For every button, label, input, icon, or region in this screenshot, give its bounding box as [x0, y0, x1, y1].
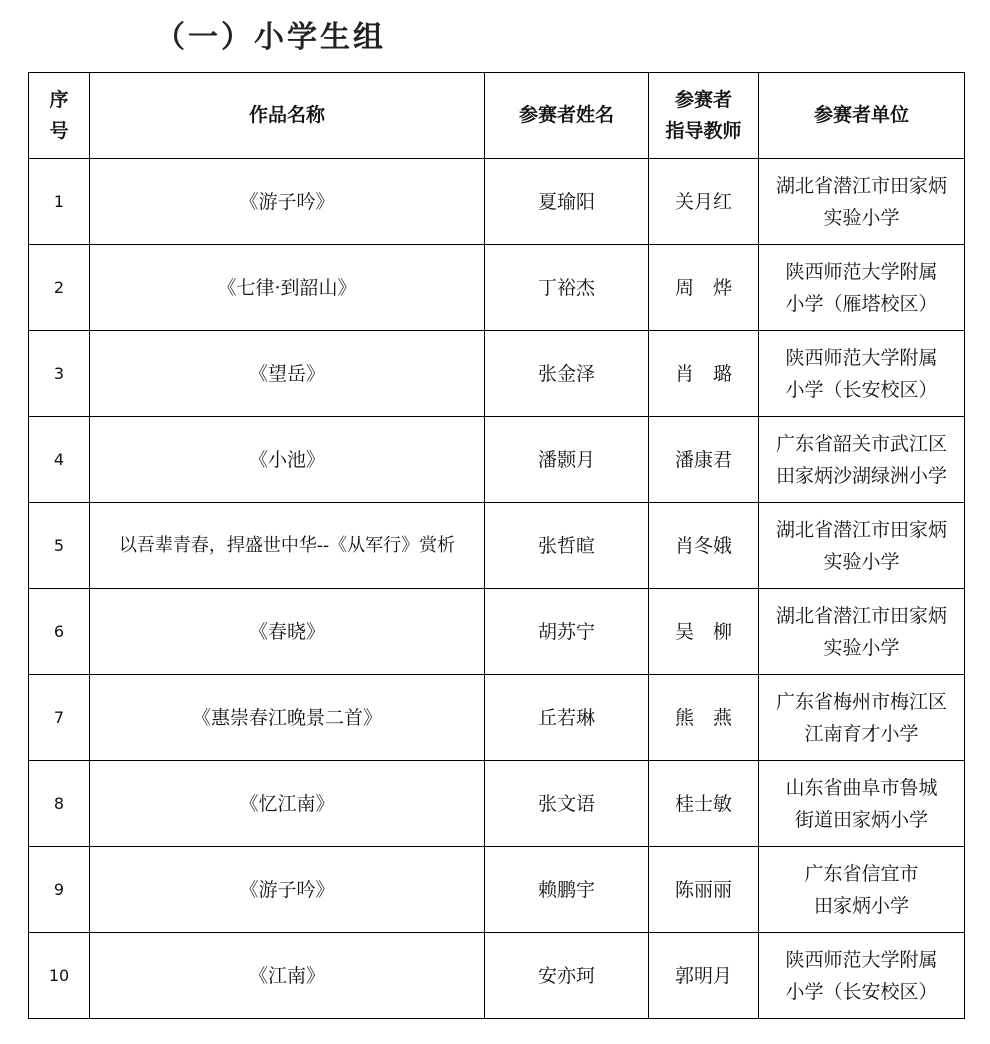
- cell-teacher: 吴 柳: [649, 589, 759, 675]
- work-title-text: 《江南》: [248, 964, 325, 987]
- cell-number: 1: [29, 159, 90, 245]
- unit-line: 陕西师范大学附属: [785, 346, 938, 369]
- cell-number: 6: [29, 589, 90, 675]
- unit-line: 山东省曲阜市鲁城: [785, 776, 938, 799]
- work-title-text: 《小池》: [248, 448, 325, 471]
- unit-line: 实验小学: [823, 206, 900, 229]
- cell-participant-name: 丘若琳: [485, 675, 649, 761]
- table-row: [29, 331, 965, 417]
- cell-participant-name: 安亦珂: [485, 933, 649, 1019]
- cell-teacher: 潘康君: [649, 417, 759, 503]
- cell-work-title: [90, 159, 485, 245]
- cell-participant-name: 张金泽: [485, 331, 649, 417]
- cell-participant-name: 张哲暄: [485, 503, 649, 589]
- cell-participant-name: 张文语: [485, 761, 649, 847]
- work-title-text: 《春晓》: [248, 620, 325, 643]
- header-number: [29, 73, 90, 159]
- table-row: [29, 159, 965, 245]
- cell-unit: [759, 675, 965, 761]
- unit-line: 广东省信宜市: [804, 862, 919, 885]
- cell-participant-name: 潘颢月: [485, 417, 649, 503]
- cell-unit: [759, 933, 965, 1019]
- cell-work-title: [90, 761, 485, 847]
- unit-line: 田家炳沙湖绿洲小学: [775, 464, 947, 487]
- cell-teacher: 熊 燕: [649, 675, 759, 761]
- work-title-text: 《忆江南》: [239, 792, 335, 815]
- work-title-text: 《游子吟》: [239, 878, 335, 901]
- table-header-row: [29, 73, 965, 159]
- header-teacher-line2: 指导教师: [665, 119, 742, 142]
- table-row: [29, 245, 965, 331]
- cell-work-title: [90, 847, 485, 933]
- table-row: [29, 417, 965, 503]
- cell-unit: [759, 159, 965, 245]
- cell-work-title: [90, 417, 485, 503]
- unit-line: 实验小学: [823, 550, 900, 573]
- cell-work-title: [90, 503, 485, 589]
- table-row: [29, 847, 965, 933]
- cell-participant-name: 胡苏宁: [485, 589, 649, 675]
- cell-unit: [759, 245, 965, 331]
- table-row: [29, 589, 965, 675]
- unit-line: 江南育才小学: [804, 722, 919, 745]
- cell-participant-name: 夏瑜阳: [485, 159, 649, 245]
- unit-line: 陕西师范大学附属: [785, 260, 938, 283]
- cell-teacher: 郭明月: [649, 933, 759, 1019]
- unit-line: 广东省韶关市武江区: [775, 432, 947, 455]
- cell-number: 3: [29, 331, 90, 417]
- cell-teacher: 周 烨: [649, 245, 759, 331]
- cell-unit: [759, 417, 965, 503]
- unit-line: 陕西师范大学附属: [785, 948, 938, 971]
- cell-unit: [759, 589, 965, 675]
- unit-line: 实验小学: [823, 636, 900, 659]
- cell-work-title: [90, 589, 485, 675]
- header-participant-name: 参赛者姓名: [485, 73, 649, 159]
- unit-line: 湖北省潜江市田家炳: [775, 604, 947, 627]
- unit-line: 小学（长安校区）: [785, 980, 938, 1003]
- work-title-text: 《七律·到韶山》: [217, 276, 357, 299]
- cell-teacher: 关月红: [649, 159, 759, 245]
- cell-work-title: [90, 675, 485, 761]
- unit-line: 湖北省潜江市田家炳: [775, 174, 947, 197]
- cell-teacher: 桂士敏: [649, 761, 759, 847]
- unit-line: 小学（雁塔校区）: [785, 292, 938, 315]
- results-table: [28, 72, 965, 1019]
- cell-number: 4: [29, 417, 90, 503]
- cell-number: 8: [29, 761, 90, 847]
- cell-number: 7: [29, 675, 90, 761]
- header-number-line2: 号: [49, 119, 69, 142]
- unit-line: 街道田家炳小学: [794, 808, 928, 831]
- header-teacher-line1: 参赛者: [674, 88, 732, 111]
- table-row: [29, 675, 965, 761]
- cell-unit: [759, 503, 965, 589]
- unit-line: 广东省梅州市梅江区: [775, 690, 947, 713]
- section-heading: （一）小学生组: [155, 20, 386, 55]
- work-title-text: 《望岳》: [248, 362, 325, 385]
- cell-number: 10: [29, 933, 90, 1019]
- cell-number: 2: [29, 245, 90, 331]
- unit-line: 湖北省潜江市田家炳: [775, 518, 947, 541]
- cell-number: 5: [29, 503, 90, 589]
- cell-unit: [759, 761, 965, 847]
- cell-work-title: [90, 933, 485, 1019]
- header-work-title: 作品名称: [90, 73, 485, 159]
- unit-line: 田家炳小学: [813, 894, 909, 917]
- cell-work-title: [90, 331, 485, 417]
- cell-unit: [759, 331, 965, 417]
- table-row: [29, 503, 965, 589]
- cell-teacher: 陈丽丽: [649, 847, 759, 933]
- work-title-text: 《惠崇春江晚景二首》: [191, 706, 382, 729]
- cell-unit: [759, 847, 965, 933]
- cell-teacher: 肖 璐: [649, 331, 759, 417]
- cell-number: 9: [29, 847, 90, 933]
- cell-participant-name: 赖鹏宇: [485, 847, 649, 933]
- table-row: [29, 933, 965, 1019]
- table-row: [29, 761, 965, 847]
- header-number-line1: 序: [49, 88, 69, 111]
- cell-participant-name: 丁裕杰: [485, 245, 649, 331]
- cell-teacher: 肖冬娥: [649, 503, 759, 589]
- cell-work-title: [90, 245, 485, 331]
- work-title-text: 《游子吟》: [239, 190, 335, 213]
- header-teacher: [649, 73, 759, 159]
- header-unit: 参赛者单位: [759, 73, 965, 159]
- table-body: [29, 159, 965, 1019]
- unit-line: 小学（长安校区）: [785, 378, 938, 401]
- work-title-text: 以吾辈青春，捍盛世中华--《从军行》赏析: [118, 535, 456, 556]
